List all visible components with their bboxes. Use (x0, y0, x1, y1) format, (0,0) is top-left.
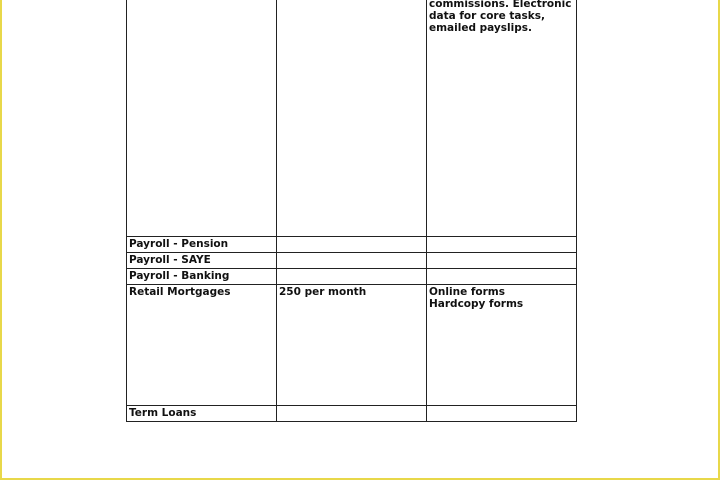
table-cell (427, 237, 577, 253)
cell-line: commissions. Electronic (429, 0, 572, 10)
table-cell: Term Loans (127, 406, 277, 422)
table-cell (277, 269, 427, 285)
table-row (127, 0, 577, 237)
table-cell (427, 253, 577, 269)
table-cell (277, 0, 427, 237)
services-table (126, 0, 577, 422)
table-cell (427, 285, 577, 406)
table-cell (277, 253, 427, 269)
table-cell: Payroll - Pension (127, 237, 277, 253)
table-row (127, 269, 577, 285)
table-cell: Payroll - SAYE (127, 253, 277, 269)
table-row (127, 237, 577, 253)
table-row (127, 406, 577, 422)
table-cell: Payroll - Banking (127, 269, 277, 285)
table-cell (427, 0, 577, 237)
table-cell (427, 269, 577, 285)
table-cell (127, 0, 277, 237)
table-cell (427, 406, 577, 422)
cell-line: data for core tasks, (429, 10, 545, 22)
table-cell: 250 per month (277, 285, 427, 406)
cell-line: Hardcopy forms (429, 298, 524, 310)
cell-line: emailed payslips. (429, 22, 532, 34)
table-row (127, 285, 577, 406)
table-cell: Retail Mortgages (127, 285, 277, 406)
table-row (127, 253, 577, 269)
table-cell (277, 406, 427, 422)
table-cell (277, 237, 427, 253)
cell-line: Online forms (429, 286, 506, 298)
